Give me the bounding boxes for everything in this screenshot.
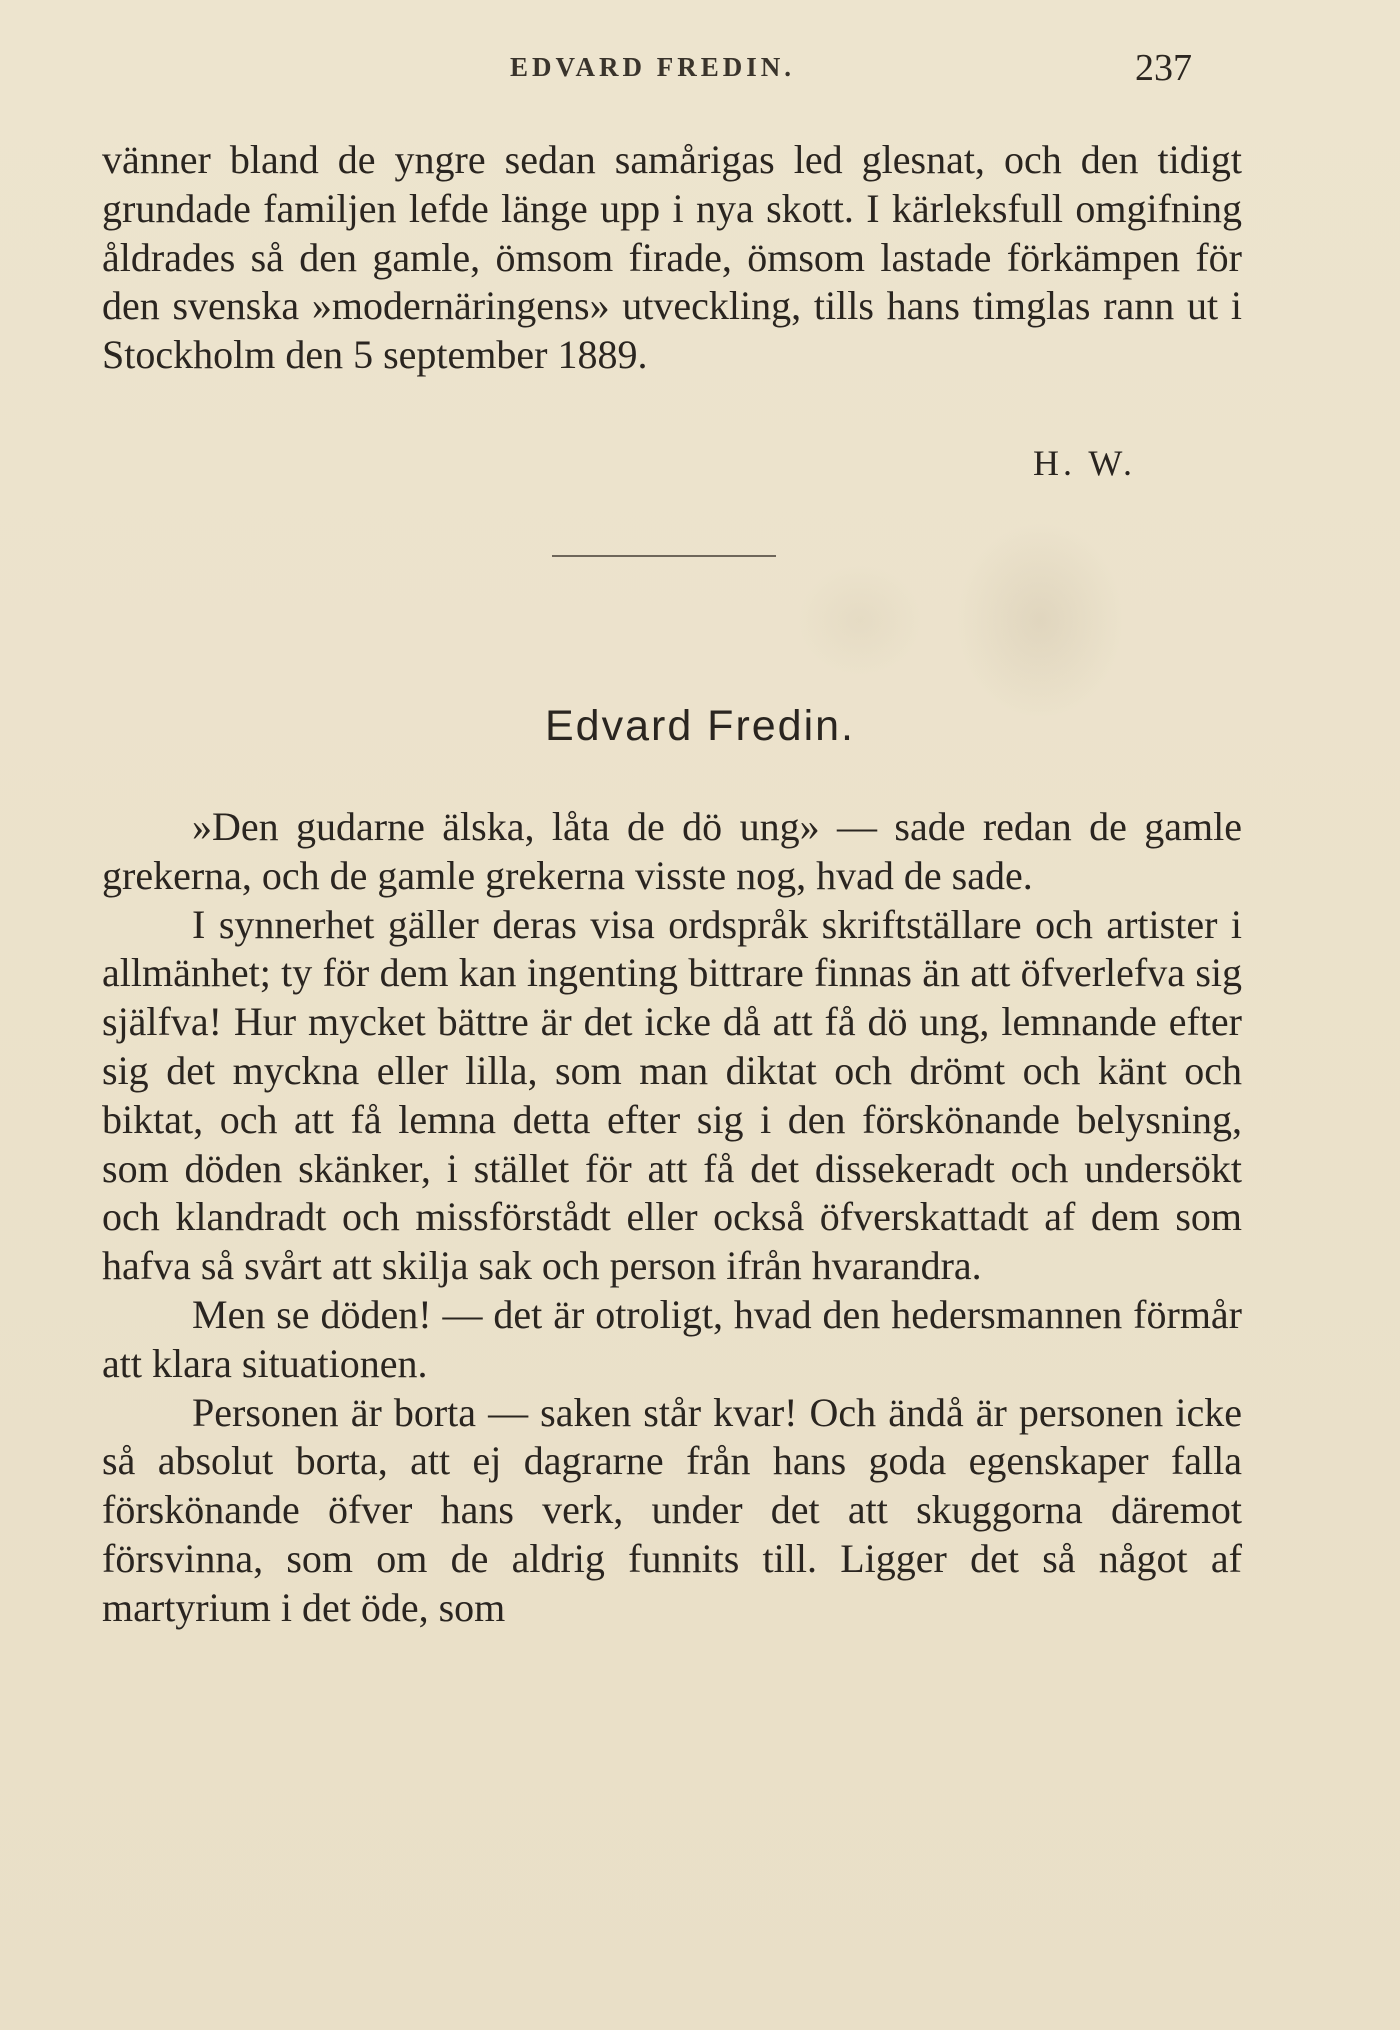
previous-article-ending	[102, 136, 1242, 380]
page-number: 237	[1135, 47, 1192, 89]
paragraph-4: Personen är borta — saken står kvar! Och ändå är personen icke så absolut borta, att ej dagrarne från hans goda egenskaper falla förskönande öfver hans verk, under det att skuggorna däremot försvinna, som om de aldrig funnits till. Ligger det så något af martyrium i det öde, som	[102, 1389, 1242, 1630]
section-divider-rule	[552, 555, 776, 557]
paragraph-1: »Den gudarne älska, låta de dö ung» — sade redan de gamle grekerna, och de gamle grekerna visste nog, hvad de sade.	[102, 804, 1242, 898]
paragraph-2: I synnerhet gäller deras visa ordspråk skriftställare och artister i allmänhet; ty för dem kan ingenting bittrare finnas än att öfverlefva sig själfva! Hur mycket bättre är det icke då att få dö ung, lemnande efter sig det myckna eller lilla, som man diktat och drömt och känt och biktat, och att få lemna detta efter sig i den förskönande belysning, som döden skänker, i stället för att få det dissekeradt och undersökt och klandradt och missförstådt eller också öfverskattadt af dem som hafva så svårt att skilja sak och person ifrån hvarandra.	[102, 901, 1242, 1289]
paragraph-3: Men se döden! — det är otroligt, hvad den hedersmannen förmår att klara situationen.	[102, 1291, 1242, 1386]
closing-paragraph: vänner bland de yngre sedan samårigas led glesnat, och den tidigt grundade familjen lefde länge upp i nya skott. I kärleksfull omgifning åldrades så den gamle, ömsom firade, ömsom lastade förkämpen för den svenska »modernäringens» utveckling, tills hans timglas rann ut i Stockholm den 5 september 1889.	[102, 137, 1242, 378]
author-signature: H. W.	[1032, 443, 1136, 483]
article-body	[102, 803, 1242, 1633]
running-title: EDVARD FREDIN.	[510, 52, 796, 82]
article-title: Edvard Fredin.	[544, 702, 856, 750]
